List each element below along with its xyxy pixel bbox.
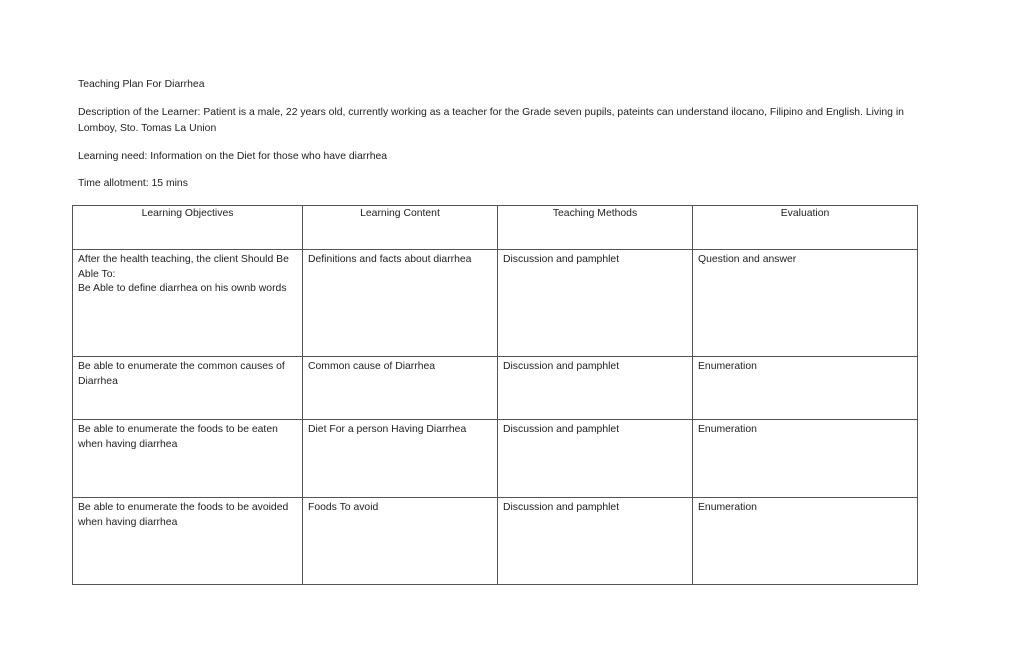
evaluation-cell: Question and answer	[693, 250, 918, 357]
content-cell: Common cause of Diarrhea	[303, 357, 498, 420]
table-row	[73, 357, 918, 420]
table-row	[73, 498, 918, 585]
objective-cell: Be able to enumerate the foods to be eaten when having diarrhea	[73, 420, 303, 498]
objective-cell: Be able to enumerate the common causes of Diarrhea	[73, 357, 303, 420]
table-row	[73, 250, 918, 357]
header-learning-objectives: Learning Objectives	[73, 206, 303, 250]
content-cell: Definitions and facts about diarrhea	[303, 250, 498, 357]
learner-description: Description of the Learner: Patient is a male, 22 years old, currently working as a teacher for the Grade seven pupils, pateints can understand ilocano, Filipino and English. Living in Lomboy, Sto. Tomas La Union	[78, 107, 904, 134]
content-cell: Foods To avoid	[303, 498, 498, 585]
header-evaluation: Evaluation	[693, 206, 918, 250]
evaluation-cell: Enumeration	[693, 420, 918, 498]
table-row	[73, 420, 918, 498]
time-allotment: Time allotment: 15 mins	[78, 178, 188, 189]
method-cell: Discussion and pamphlet	[498, 250, 693, 357]
objective-cell	[73, 250, 303, 357]
header-teaching-methods: Teaching Methods	[498, 206, 693, 250]
teaching-plan-table	[72, 205, 918, 585]
document-title: Teaching Plan For Diarrhea	[78, 79, 205, 90]
method-cell: Discussion and pamphlet	[498, 420, 693, 498]
objective-cell: Be able to enumerate the foods to be avoided when having diarrhea	[73, 498, 303, 585]
learning-need: Learning need: Information on the Diet for those who have diarrhea	[78, 151, 388, 162]
evaluation-cell: Enumeration	[693, 357, 918, 420]
table-header-row	[73, 206, 918, 250]
objective-text: After the health teaching, the client Should Be Able To: Be Able to define diarrhea on his ownb words	[78, 254, 289, 294]
method-cell: Discussion and pamphlet	[498, 498, 693, 585]
content-cell: Diet For a person Having Diarrhea	[303, 420, 498, 498]
method-cell: Discussion and pamphlet	[498, 357, 693, 420]
evaluation-cell: Enumeration	[693, 498, 918, 585]
header-learning-content: Learning Content	[303, 206, 498, 250]
